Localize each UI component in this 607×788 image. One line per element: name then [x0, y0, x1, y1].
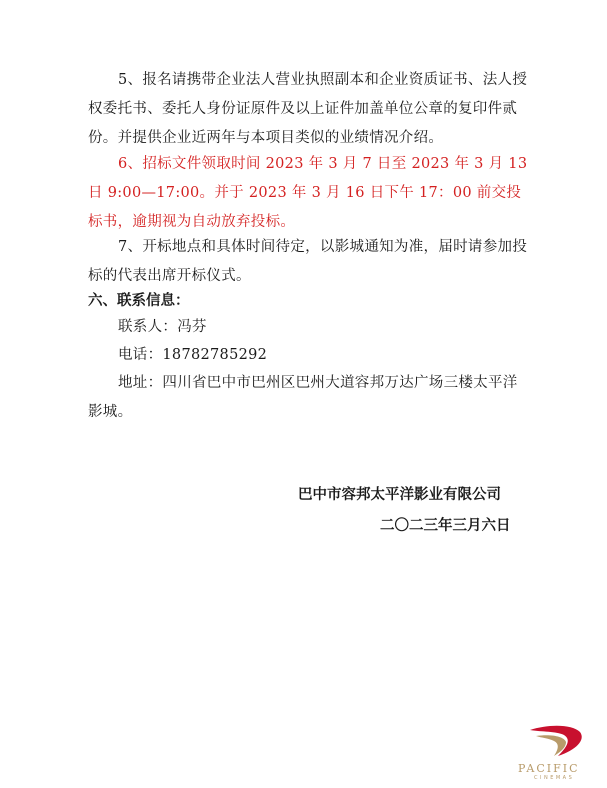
contact-phone: 电话：18782785292: [118, 347, 268, 363]
signature-company: 巴中市容邦太平洋影业有限公司: [298, 487, 501, 503]
item-6-bid-document-timing: 6、招标文件领取时间 2023 年 3 月 7 日至 2023 年 3 月 13 日 9:00—17:00。并于 2023 年 3 月 16 日下午 17：00 前交投标书，逾期视为自动放弃投标。: [88, 156, 528, 230]
contact-address: 地址：四川省巴中市巴州区巴州大道容邦万达广场三楼太平洋影城。: [88, 375, 518, 420]
item-5-registration-requirements: 5、报名请携带企业法人营业执照副本和企业资质证书、法人授权委托书、委托人身份证原件及以上证件加盖单位公章的复印件贰份。并提供企业近两年与本项目类似的业绩情况介绍。: [88, 72, 528, 146]
contact-heading: 六、联系信息：: [88, 293, 190, 309]
contact-person: 联系人：冯芬: [118, 319, 207, 335]
logo-wordmark: PACIFIC: [518, 762, 580, 775]
logo-subtitle: CINEMAS: [534, 775, 575, 781]
signature-date: 二〇二三年三月六日: [380, 518, 511, 534]
item-7-bid-opening-notice: 7、开标地点和具体时间待定，以影城通知为准，届时请参加投标的代表出席开标仪式。: [88, 239, 528, 284]
